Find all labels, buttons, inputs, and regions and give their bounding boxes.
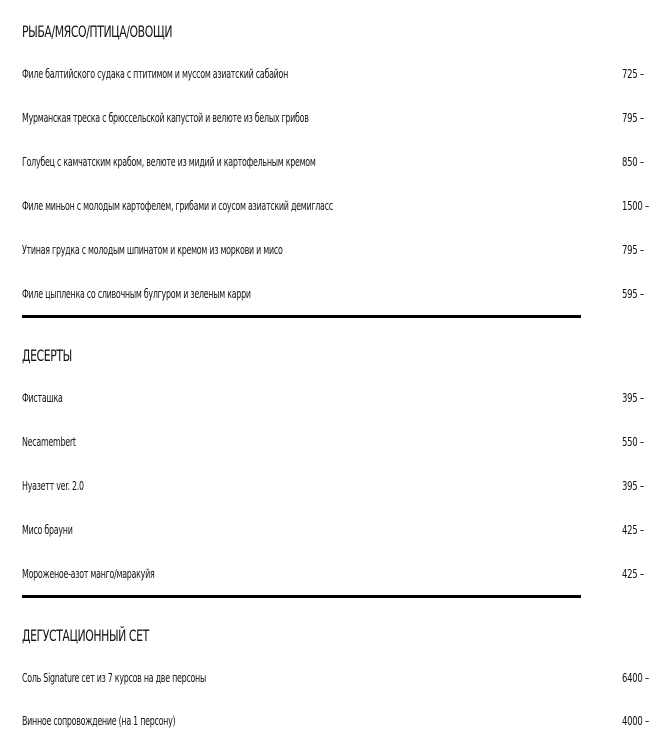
item-name: Necamembert (22, 435, 76, 449)
item-name: Нуазетт ver. 2.0 (22, 479, 84, 493)
item-price: 550 – (622, 434, 644, 449)
item-price: 850 – (622, 154, 644, 169)
item-name: Фисташка (22, 391, 63, 405)
item-price: 395 – (622, 478, 644, 493)
item-name: Филе миньон с молодым картофелем, грибами и соусом азиатский демигласс (22, 199, 333, 213)
item-name: Филе балтийского судака с птитимом и муссом азиатский сабайон (22, 67, 289, 81)
item-price: 725 – (622, 66, 644, 81)
item-price: 795 – (622, 110, 644, 125)
item-price: 4000 – (622, 713, 649, 728)
section-title-main-courses: РЫБА/МЯСО/ПТИЦА/ОВОЩИ (22, 22, 173, 41)
item-price: 1500 – (622, 198, 649, 213)
item-name: Мурманская треска с брюссельской капустой и велюте из белых грибов (22, 111, 309, 125)
item-price: 795 – (622, 242, 644, 257)
item-name: Мисо брауни (22, 523, 73, 537)
section-divider (22, 595, 581, 598)
item-price: 595 – (622, 286, 644, 301)
item-price: 6400 – (622, 670, 649, 685)
item-name: Утиная грудка с молодым шпинатом и кремом из моркови и мисо (22, 243, 283, 257)
item-name: Филе цыпленка со сливочным булгуром и зеленым карри (22, 287, 251, 301)
item-name: Винное сопровождение (на 1 персону) (22, 714, 176, 728)
item-name: Соль Signature сет из 7 курсов на две персоны (22, 671, 206, 685)
item-name: Мороженое-азот манго/маракуйя (22, 567, 155, 581)
section-divider (22, 315, 581, 318)
item-price: 425 – (622, 522, 644, 537)
item-name: Голубец с камчатским крабом, велюте из мидий и картофельным кремом (22, 155, 316, 169)
item-price: 395 – (622, 390, 644, 405)
section-title-desserts: ДЕСЕРТЫ (22, 346, 72, 365)
section-title-tasting-set: ДЕГУСТАЦИОННЫЙ СЕТ (22, 626, 149, 645)
item-price: 425 – (622, 566, 644, 581)
